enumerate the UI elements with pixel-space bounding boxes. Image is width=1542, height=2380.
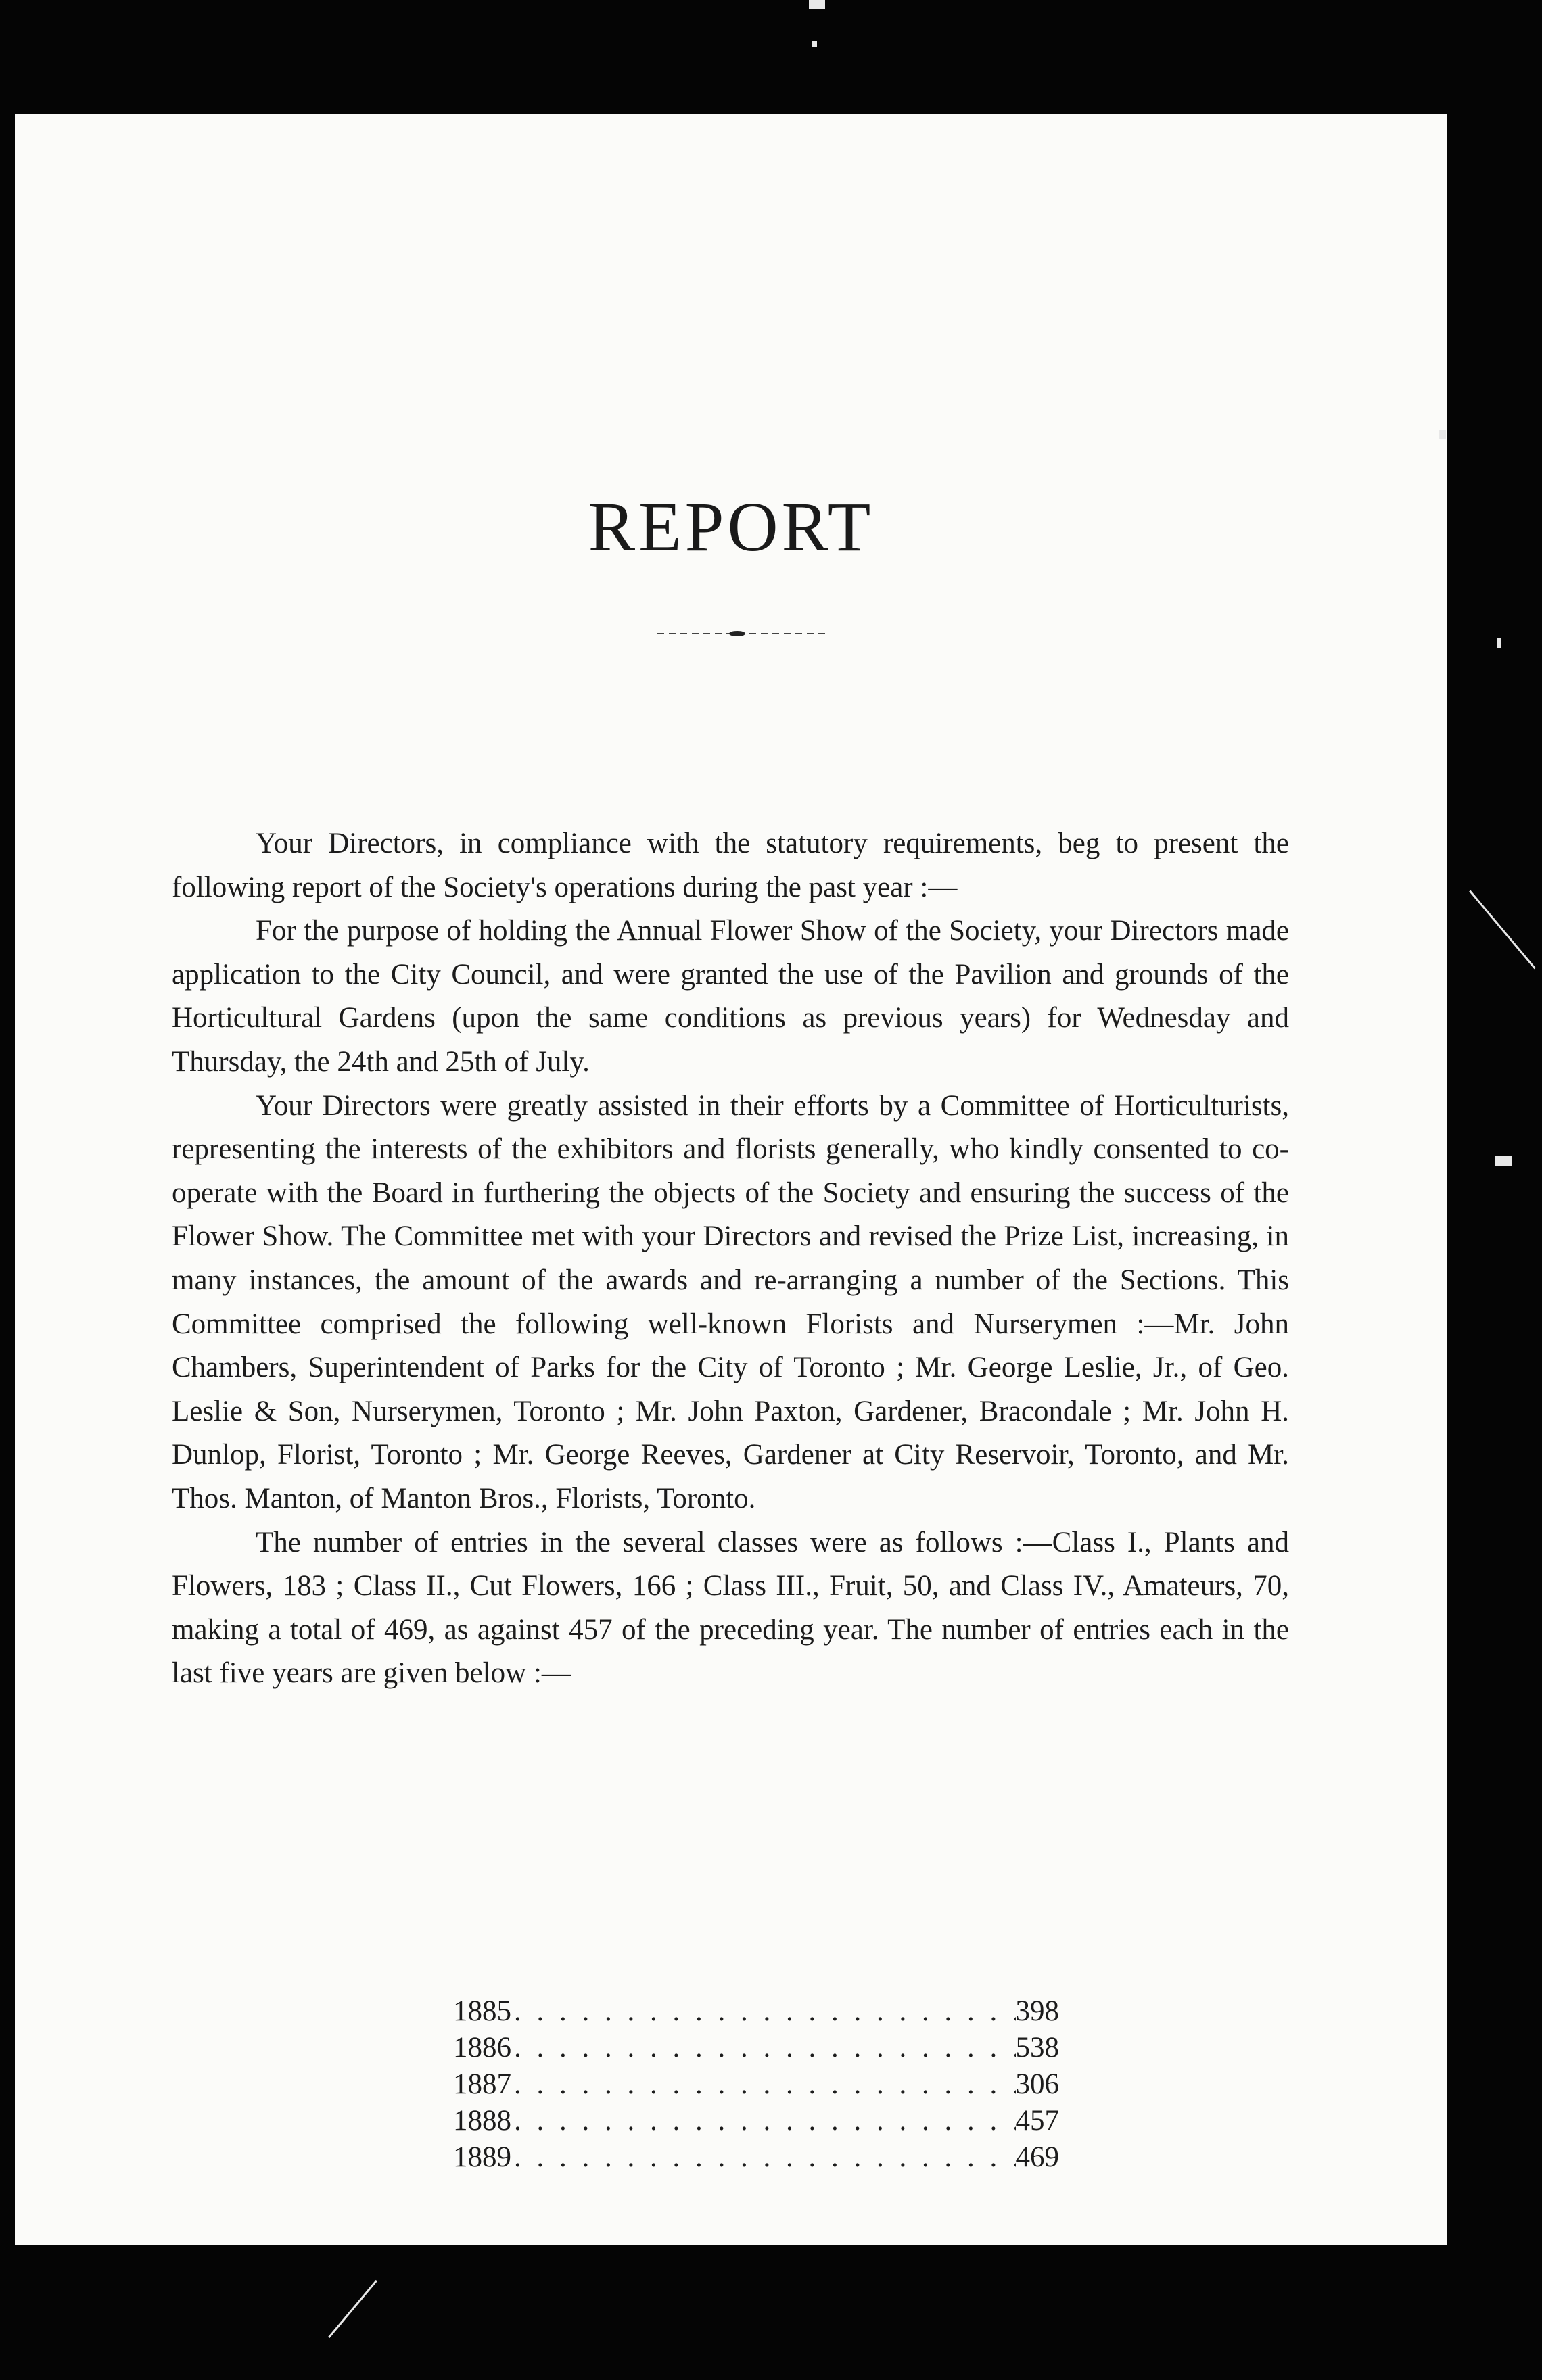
- entry-count: 398: [1015, 1995, 1059, 2027]
- leader-dots: [511, 2139, 1016, 2176]
- scan-speck: [812, 41, 817, 47]
- leader-dots: [511, 2103, 1016, 2139]
- leader-dots: [511, 2030, 1016, 2066]
- entry-row: [453, 1993, 1059, 2030]
- paragraph-intro: Your Directors, in compliance with the statutory requirements, beg to present the following report of the Society's operations during the past year :—: [172, 828, 1289, 903]
- scan-speck: [1469, 890, 1536, 970]
- entry-row: [453, 2139, 1059, 2176]
- report-title: REPORT: [588, 488, 874, 566]
- entry-row: [453, 2030, 1059, 2066]
- entry-count: 306: [1015, 2068, 1059, 2100]
- report-body: [172, 822, 1289, 1696]
- scan-speck: [809, 0, 825, 9]
- entry-year: 1889: [453, 2141, 511, 2173]
- paragraph-entries: The number of entries in the several classes were as follows :—Class I., Plants and Flowers, 183 ; Class II., Cut Flowers, 166 ; Class III., Fruit, 50, and Class IV., Amateurs, 70, making a total of 469, as against 457 of the preceding year. The number of entries each in the last five years are given below :—: [172, 1526, 1289, 1690]
- entry-count: 457: [1015, 2105, 1059, 2137]
- leader-dots: [511, 1993, 1016, 2030]
- scan-speck: [328, 2280, 377, 2338]
- entry-row: [453, 2066, 1059, 2103]
- title-divider-ornament: [657, 631, 826, 634]
- entry-year: 1887: [453, 2068, 511, 2100]
- entry-year: 1886: [453, 2032, 511, 2064]
- scan-speck: [1439, 430, 1446, 439]
- entries-table: [453, 1993, 1059, 2176]
- entry-year: 1885: [453, 1995, 511, 2027]
- scan-speck: [1495, 1156, 1512, 1166]
- paragraph-flower-show: For the purpose of holding the Annual Flower Show of the Society, your Directors made application to the City Council, and were granted the use of the Pavilion and grounds of the Horticultural Gardens (upon the same conditions as previous years) for Wednesday and Thursday, the 24th and 25th of July.: [172, 915, 1289, 1078]
- leader-dots: [511, 2066, 1016, 2103]
- paragraph-committee: Your Directors were greatly assisted in their efforts by a Committee of Horticulturists, representing the interests of the exhibitors and florists generally, who kindly consented to co-operate with the Board in furthering the objects of the Society and ensuring the success of the Flower Show. The Committee met with your Directors and revised the Prize List, increasing, in many instances, the amount of the awards and re-arranging a number of the Sections. This Committee comprised the following well-known Florists and Nurserymen :—Mr. John Chambers, Superintendent of Parks for the City of Toronto ; Mr. George Leslie, Jr., of Geo. Leslie & Son, Nurserymen, Toronto ; Mr. John Paxton, Gardener, Bracondale ; Mr. John H. Dunlop, Florist, Toronto ; Mr. George Reeves, Gardener at City Reservoir, Toronto, and Mr. Thos. Manton, of Manton Bros., Florists, Toronto.: [172, 1089, 1289, 1515]
- entry-count: 538: [1015, 2032, 1059, 2064]
- document-page: [15, 114, 1447, 2245]
- entry-count: 469: [1015, 2141, 1059, 2173]
- entry-year: 1888: [453, 2105, 511, 2137]
- entry-row: [453, 2103, 1059, 2139]
- scan-speck: [1497, 638, 1501, 648]
